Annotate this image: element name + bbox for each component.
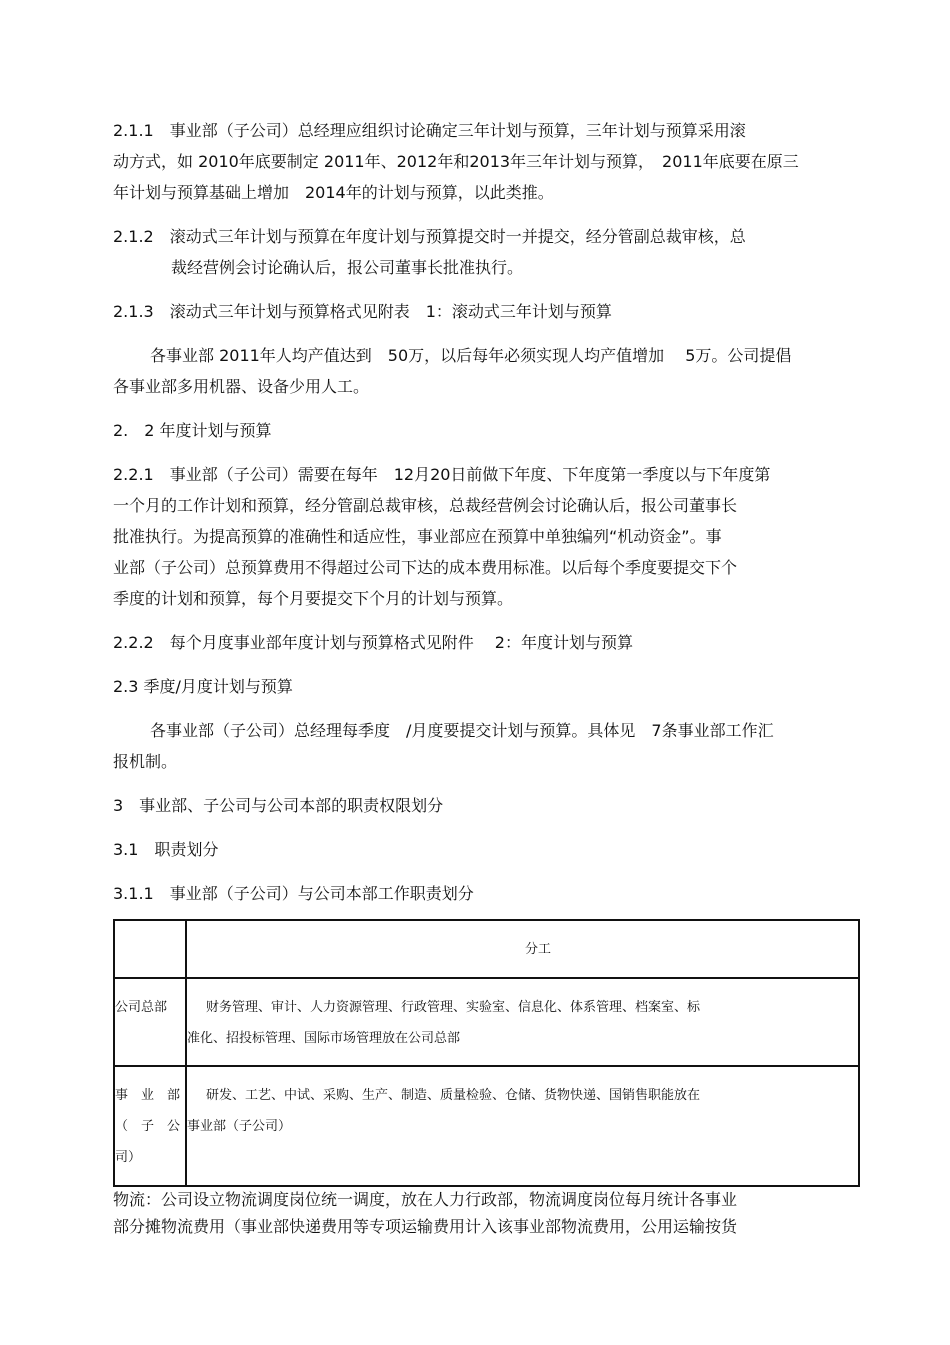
table-row-label: 司） [115, 1150, 142, 1165]
table-header-blank [114, 920, 186, 978]
table-row-content-line: 研发、工艺、中试、采购、生产、制造、质量检验、仓储、货物快递、国销售职能放在 [206, 1088, 701, 1103]
para-2-2-1-line-4: 业部（子公司）总预算费用不得超过公司下达的成本费用标准。以后每个季度要提交下个 [113, 558, 738, 577]
para-2-1-2-line-2: 裁经营例会讨论确认后，报公司董事长批准执行。 [171, 258, 524, 277]
heading-3-1-1: 3.1.1 事业部（子公司）与公司本部工作职责划分 [113, 884, 474, 903]
table-row-label: 事 业 部 [115, 1088, 181, 1103]
heading-2-2: 2. 2 年度计划与预算 [113, 421, 272, 440]
heading-3-1: 3.1 职责划分 [113, 840, 219, 859]
para-2-1-1-line-1: 2.1.1 事业部（子公司）总经理应组织讨论确定三年计划与预算，三年计划与预算采用滚 [113, 121, 746, 140]
table-row-content-cell [186, 978, 859, 1066]
table-row-content-line: 财务管理、审计、人力资源管理、行政管理、实验室、信息化、体系管理、档案室、标 [206, 1000, 701, 1015]
table-row-content-line: 准化、招投标管理、国际市场管理放在公司总部 [187, 1031, 461, 1046]
table-row [114, 1066, 859, 1186]
para-output-line-2: 各事业部多用机器、设备少用人工。 [113, 377, 370, 396]
duty-table [113, 919, 860, 1187]
table-header-label: 分工 [525, 942, 552, 957]
table-row [114, 978, 859, 1066]
para-2-1-2-line-1: 2.1.2 滚动式三年计划与预算在年度计划与预算提交时一并提交，经分管副总裁审核，总 [113, 227, 746, 246]
heading-2-3: 2.3 季度/月度计划与预算 [113, 677, 293, 696]
para-2-2-1-line-1: 2.2.1 事业部（子公司）需要在每年 12月20日前做下年度、下年度第一季度以与下年度第 [113, 465, 771, 484]
table-row-content-line: 事业部（子公司） [187, 1119, 292, 1134]
para-2-2-1-line-5: 季度的计划和预算，每个月要提交下个月的计划与预算。 [113, 589, 514, 608]
para-2-2-1-line-3: 批准执行。为提高预算的准确性和适应性，事业部应在预算中单独编列“机动资金”。事 [113, 527, 722, 546]
para-2-3-line-2: 报机制。 [113, 752, 178, 771]
para-logistics-line-2: 部分摊物流费用（事业部快递费用等专项运输费用计入该事业部物流费用，公用运输按货 [113, 1217, 738, 1236]
table-header-cell [186, 920, 859, 978]
heading-3: 3 事业部、子公司与公司本部的职责权限划分 [113, 796, 444, 815]
table-header-row [114, 920, 859, 978]
table-row-label: （ 子 公 [115, 1119, 181, 1134]
para-logistics-line-1: 物流：公司设立物流调度岗位统一调度，放在人力行政部，物流调度岗位每月统计各事业 [113, 1190, 738, 1209]
para-2-1-1-line-3: 年计划与预算基础上增加 2014年的计划与预算，以此类推。 [113, 183, 554, 202]
para-2-3-line-1: 各事业部（子公司）总经理每季度 /月度要提交计划与预算。具体见 7条事业部工作汇 [150, 721, 774, 740]
table-row-content-cell [186, 1066, 859, 1186]
para-2-1-3: 2.1.3 滚动式三年计划与预算格式见附表 1：滚动式三年计划与预算 [113, 302, 612, 321]
para-2-2-2: 2.2.2 每个月度事业部年度计划与预算格式见附件 2：年度计划与预算 [113, 633, 633, 652]
para-2-2-1-line-2: 一个月的工作计划和预算，经分管副总裁审核，总裁经营例会讨论确认后，报公司董事长 [113, 496, 738, 515]
para-output-line-1: 各事业部 2011年人均产值达到 50万，以后每年必须实现人均产值增加 5万。公司提倡 [150, 346, 792, 365]
para-2-1-1-line-2: 动方式，如 2010年底要制定 2011年、2012年和2013年三年计划与预算， 2011年底要在原三 [113, 152, 799, 171]
table-row-label-cell [114, 978, 186, 1066]
table-row-label: 公司总部 [115, 1000, 168, 1015]
table-row-label-cell [114, 1066, 186, 1186]
